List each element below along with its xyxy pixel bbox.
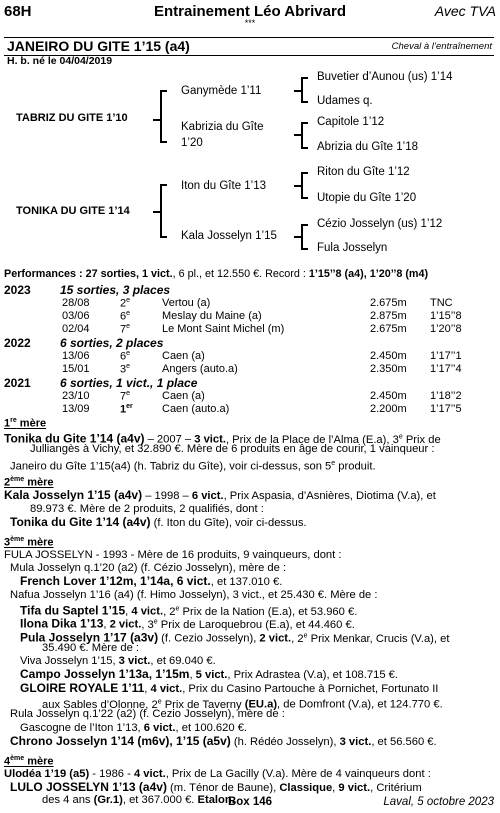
mere3-line4: Nafua Josselyn 1’16 (a4) (f. Himo Josselyn), 3 vict., et 25.430 €. Mère de :: [10, 589, 378, 601]
race-row: [0, 363, 500, 376]
year-summary: 15 sorties, 3 places: [60, 283, 171, 297]
race-pos: 3e: [120, 363, 131, 376]
pedigree-sd-1: Kabrizia du Gîte: [181, 121, 264, 133]
mere3-wins: 3 vict.: [339, 736, 372, 748]
mere4-classique: Classique: [279, 782, 333, 794]
race-time: TNC: [430, 297, 453, 309]
race-place: Meslay du Maine (a): [162, 310, 262, 322]
mere3-campo: Campo Josselyn 1’13a, 1’15m: [20, 667, 190, 681]
year-summary: 6 sorties, 2 places: [60, 336, 164, 350]
mere3-text: ,: [144, 683, 151, 695]
mere4-group: (Gr.1): [93, 794, 123, 806]
bracket-line: [301, 122, 303, 148]
bracket-line: [301, 172, 308, 174]
pedigree-dsd: Utopie du Gîte 1’20: [317, 192, 417, 204]
year-summary: 6 sorties, 1 vict., 1 place: [60, 376, 198, 390]
race-place: Le Mont Saint Michel (m): [162, 323, 285, 335]
bracket-line: [301, 122, 308, 124]
mere4-text: (m. Ténor de Baune),: [166, 782, 280, 794]
mere3-gloire: GLOIRE ROYALE 1’11: [20, 681, 145, 695]
race-dist: 2.200m: [370, 403, 407, 415]
race-time: 1’17’’1: [430, 350, 462, 362]
mere3-text: ,: [189, 669, 196, 681]
horse-status: Cheval à l’entraînement: [391, 41, 492, 52]
mere2-line2: 89.973 €. Mère de 2 produits, 2 qualifiés, dont :: [30, 503, 264, 515]
mere3-line2: Mula Josselyn q.1’20 (a2) (f. Cézio Josselyn), mère de :: [10, 562, 287, 574]
race-dist: 2.450m: [370, 350, 407, 362]
lot-number: 68H: [4, 3, 32, 20]
mere1-wins: 3 vict.: [194, 433, 226, 446]
race-time: 1’17’’5: [430, 403, 462, 415]
bracket-line: [153, 119, 160, 121]
mere1-prizes: , Prix de la Place de l’Alma (E.a), 3e Prix de: [225, 433, 441, 446]
pedigree-dds: Cézio Josselyn (us) 1’12: [317, 218, 443, 230]
race-pos: 6e: [120, 350, 131, 363]
pedigree-ddd: Fula Josselyn: [317, 242, 388, 254]
bracket-line: [301, 101, 308, 103]
mere3-heading: 3ème mère: [4, 536, 54, 549]
mere4-wins: 4 vict.: [133, 768, 166, 780]
bracket-line: [153, 211, 160, 213]
race-row: [0, 310, 500, 323]
mere2-line1: [4, 489, 436, 503]
mere4-heading: 4ème mère: [4, 755, 54, 768]
bracket-line: [301, 147, 308, 149]
mere1-name: Tonika du Gite 1’14 (a4v): [4, 431, 145, 446]
mere4-year: - 1986 -: [89, 768, 134, 780]
race-row: [0, 323, 500, 336]
race-date: 23/10: [62, 390, 90, 402]
mere3-wins: 4 vict.: [150, 683, 183, 695]
mere1-line2: Julliangès à Vichy, et 32.890 €. Mère de 6 produits en âge de courir, 1 vainqueur :: [30, 443, 435, 455]
mere3-text: ,: [103, 618, 110, 631]
race-pos: 1er: [120, 403, 133, 416]
mere2-year: – 1998 –: [142, 490, 192, 502]
mere3-text: ,: [125, 605, 132, 618]
mere3-line1: FULA JOSSELYN - 1993 - Mère de 16 produits, 9 vainqueurs, dont :: [4, 549, 342, 561]
pedigree-ss: Ganymède 1’11: [181, 85, 262, 97]
mere3-line3: [20, 575, 282, 589]
footer-date: Laval, 5 octobre 2023: [383, 796, 494, 808]
race-place: Caen (a): [162, 390, 205, 402]
bracket-line: [160, 141, 167, 143]
mere2-product: Tonika du Gite 1’14 (a4v): [10, 515, 151, 529]
mere3-wins: 3 vict.: [118, 655, 151, 667]
page-title: Entrainement Léo Abrivard: [154, 3, 346, 20]
mere3-wins: 2 vict.: [259, 632, 292, 645]
mere3-wins: 6 vict.: [143, 722, 176, 734]
race-place: Angers (auto.a): [162, 363, 238, 375]
pedigree-sss: Buvetier d’Aunou (us) 1’14: [317, 71, 453, 83]
bracket-line: [301, 224, 308, 226]
race-time: 1’17’’4: [430, 363, 462, 375]
mere2-heading: 2ème mère: [4, 476, 54, 489]
mere2-prizes: , Prix Aspasia, d’Asnières, Diotima (V.a), et: [223, 490, 436, 502]
mere3-line13: Rula Josselyn q.1’22 (a2) (f. Cezio Josselyn), mère de :: [10, 708, 285, 720]
mere2-line3: [10, 516, 307, 530]
race-dist: 2.675m: [370, 297, 407, 309]
race-place: Vertou (a): [162, 297, 211, 309]
race-date: 13/09: [62, 403, 90, 415]
mere4-lulo: LULO JOSSELYN 1’13 (a4v): [10, 780, 167, 794]
mere3-text: , 2e Prix Menkar, Crucis (V.a), et: [291, 632, 450, 645]
race-dist: 2.875m: [370, 310, 407, 322]
bracket-line: [294, 90, 301, 92]
mere3-text: , 2e Prix de la Nation (E.a), et 53.960 €.: [163, 605, 358, 618]
pedigree-ssd: Udames q.: [317, 95, 373, 107]
bracket-line: [160, 236, 167, 238]
mere3-wins: 2 vict.: [109, 618, 142, 631]
box-number: Box 146: [227, 796, 273, 808]
mere2-product-note: (f. Iton du Gîte), voir ci-dessus.: [150, 517, 307, 529]
year-label: 2022: [4, 336, 31, 350]
mere3-ilona: Ilona Dika 1’13: [20, 616, 104, 631]
mere3-text: , et 69.040 €.: [150, 655, 216, 667]
bracket-line: [160, 90, 162, 142]
bracket-line: [160, 90, 167, 92]
pedigree-sds: Capitole 1’12: [317, 116, 385, 128]
race-pos: 6e: [120, 310, 131, 323]
race-row: [0, 403, 500, 416]
pedigree-dd: Kala Josselyn 1’15: [181, 230, 277, 242]
race-date: 02/04: [62, 323, 90, 335]
race-date: 15/01: [62, 363, 90, 375]
race-pos: 7e: [120, 390, 131, 403]
mere3-text: (h. Rédéo Josselyn),: [230, 736, 340, 748]
mere3-text: , Prix du Casino Partouche à Pornichet, Fortunato II: [182, 683, 439, 695]
pedigree-ds: Iton du Gîte 1’13: [181, 180, 267, 192]
race-row: [0, 297, 500, 310]
race-row: [0, 350, 500, 363]
bracket-line: [294, 236, 301, 238]
perf-prefix: Performances : 27 sorties,: [4, 268, 143, 280]
horse-birth: H. b. né le 04/04/2019: [7, 55, 113, 67]
mere3-text: , et 56.560 €.: [371, 736, 437, 748]
mere4-text: , Critérium: [370, 782, 422, 794]
pedigree: [0, 0, 500, 270]
mere1-heading: 1re mère: [4, 417, 47, 430]
race-time: 1’15’’8: [430, 310, 462, 322]
mere4-name: Ulodéa 1’19 (a5): [4, 768, 90, 780]
page-footer: [0, 796, 500, 812]
mere4-etalon: Etalon.: [197, 794, 235, 806]
mere2-wins: 6 vict.: [191, 490, 224, 502]
mere4-text: , Prix de La Gacilly (V.a). Mère de 4 vainqueurs dont :: [165, 768, 431, 780]
race-dist: 2.450m: [370, 390, 407, 402]
race-time: 1’20’’8: [430, 323, 462, 335]
mere1-year: – 2007 –: [144, 433, 195, 446]
mere4-text: des 4 ans: [42, 794, 94, 806]
race-place: Caen (auto.a): [162, 403, 230, 415]
mere4-text: ,: [332, 782, 339, 794]
race-pos: 2e: [120, 297, 131, 310]
mere3-pula: Pula Josselyn 1’17 (a3v): [20, 630, 159, 645]
perf-wins: 1 vict.: [142, 268, 173, 280]
race-time: 1’18’’2: [430, 390, 462, 402]
mere3-wins: 5 vict.: [195, 669, 228, 681]
header-stars: ***: [244, 18, 256, 28]
mere3-tifa: Tifa du Saptel 1’15: [20, 603, 126, 618]
race-row: [0, 390, 500, 403]
bracket-line: [294, 134, 301, 136]
race-date: 03/06: [62, 310, 90, 322]
bracket-line: [160, 184, 162, 237]
pedigree-dss: Riton du Gîte 1’12: [317, 166, 410, 178]
mere3-text: , et 137.010 €.: [210, 576, 283, 588]
mere3-wins: 4 vict.: [131, 605, 164, 618]
year-label: 2021: [4, 376, 31, 390]
bracket-line: [301, 224, 303, 249]
mere3-french-lover: French Lover 1’12m, 1’14a, 6 vict.: [20, 574, 211, 588]
pedigree-dam: TONIKA DU GITE 1’14: [16, 205, 130, 217]
bracket-line: [301, 197, 308, 199]
bracket-line: [160, 184, 167, 186]
mere3-chrono: Chrono Josselyn 1’14 (m6v), 1’15 (a5v): [10, 734, 231, 748]
bracket-line: [301, 248, 308, 250]
horse-name: JANEIRO DU GITE 1’15 (a4): [7, 38, 190, 54]
mere3-text: aux Sables d’Olonne, 2e Prix de Taverny: [42, 698, 245, 711]
mere4-wins: 9 vict.: [338, 782, 371, 794]
race-dist: 2.675m: [370, 323, 407, 335]
mere3-line15: [10, 735, 437, 749]
race-place: Caen (a): [162, 350, 205, 362]
performances-summary: [4, 268, 428, 281]
race-dist: 2.350m: [370, 363, 407, 375]
perf-mid: , 6 pl., et 12.550 €. Record :: [172, 268, 309, 280]
race-date: 28/08: [62, 297, 90, 309]
mere3-group: (EU.a): [244, 698, 278, 711]
bracket-line: [301, 172, 303, 198]
pedigree-sd-2: 1’20: [181, 137, 203, 149]
race-date: 13/06: [62, 350, 90, 362]
mere3-text: (f. Cezio Josselyn),: [158, 632, 260, 645]
mere1-line3: Janeiro du Gîte 1’15(a4) (h. Tabriz du Gîte), voir ci-dessus, son 5e produit.: [10, 460, 376, 473]
pedigree-sire: TABRIZ DU GITE 1’10: [16, 112, 128, 124]
mere3-gascogne: Gascogne de l’Iton 1’13,: [20, 722, 144, 734]
race-pos: 7e: [120, 323, 131, 336]
mere3-text: , de Domfront (V.a), et 124.770 €.: [277, 698, 443, 711]
bracket-line: [301, 77, 303, 102]
perf-record: 1’15’’8 (a4), 1’20’’8 (m4): [308, 268, 429, 280]
pedigree-sdd: Abrizia du Gîte 1’18: [317, 141, 419, 153]
mere3-text: , Prix Adrastea (V.a), et 108.715 €.: [227, 669, 398, 681]
mere3-viva: Viva Josselyn 1’15,: [20, 655, 119, 667]
mere3-text: , et 100.620 €.: [175, 722, 248, 734]
mere2-name: Kala Josselyn 1’15 (a4v): [4, 488, 143, 502]
year-label: 2023: [4, 283, 31, 297]
tva-label: Avec TVA: [434, 3, 496, 19]
mere3-text: , 3e Prix de Laroquebrou (E.a), et 44.460 €.: [141, 618, 355, 631]
mere4-text: , et 367.000 €.: [122, 794, 198, 806]
mere3-line8: 35.490 €. Mère de :: [42, 642, 140, 654]
bracket-line: [301, 77, 308, 79]
bracket-line: [294, 185, 301, 187]
